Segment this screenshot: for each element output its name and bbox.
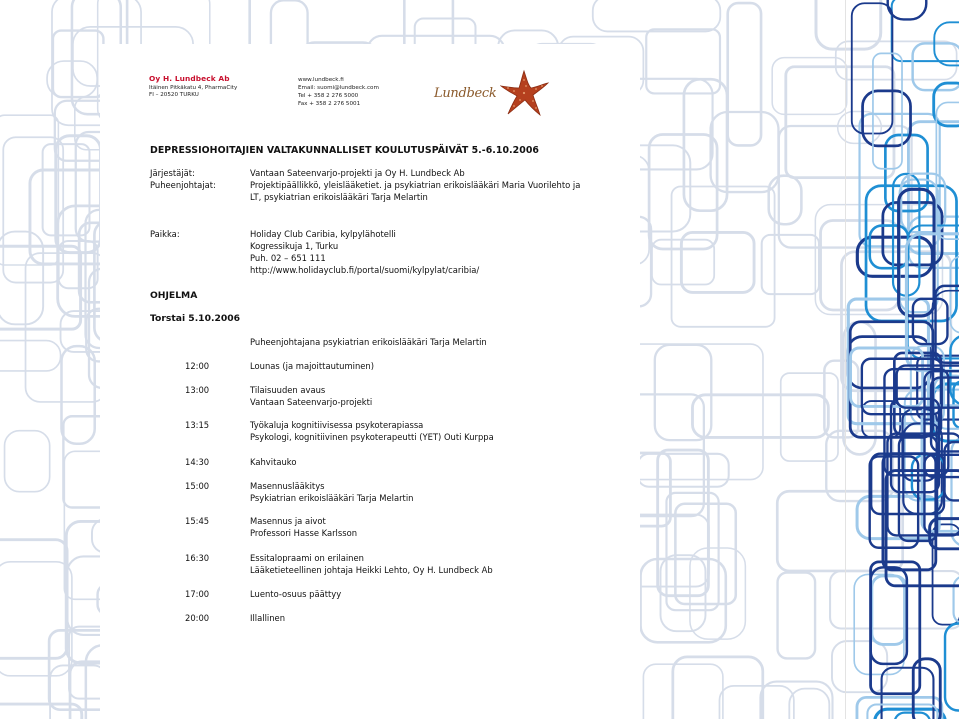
contact-website: www.lundbeck.fi <box>298 77 344 83</box>
chair-line: Puheenjohtajana psykiatrian erikoislääkäri Tarja Melartin <box>250 337 487 347</box>
starfish-icon <box>500 68 550 118</box>
day-heading: Torstai 5.10.2006 <box>150 313 241 324</box>
schedule-time: 12:00 <box>185 361 210 371</box>
slide-edge-divider <box>845 0 846 719</box>
schedule-item: Lounas (ja majoittautuminen) <box>250 361 374 371</box>
contact-phone: Tel + 358 2 276 5000 <box>298 93 359 99</box>
schedule-time: 14:30 <box>185 457 210 467</box>
field-value-chairs: LT, psykiatrian erikoislääkäri Tarja Melartin <box>250 192 428 202</box>
schedule-item-detail: Professori Hasse Karlsson <box>250 528 358 538</box>
field-label-organizers: Järjestäjät: <box>150 168 195 178</box>
schedule-item: Masennus ja aivot <box>250 516 326 526</box>
field-value-chairs: Projektipäällikkö, yleislääketiet. ja psykiatrian erikoislääkäri Maria Vuorilehto ja <box>250 180 581 190</box>
schedule-item: Tilaisuuden avaus <box>250 385 326 395</box>
company-name: Oy H. Lundbeck Ab <box>149 74 230 83</box>
contact-email: Email: suomi@lundbeck.com <box>298 85 379 91</box>
schedule-time: 16:30 <box>185 553 210 563</box>
schedule-item: Kahvitauko <box>250 457 297 467</box>
document-title: DEPRESSIOHOITAJIEN VALTAKUNNALLISET KOULUTUSPÄIVÄT 5.-6.10.2006 <box>150 145 539 156</box>
logo-wordmark: Lundbeck <box>434 86 497 101</box>
schedule-item: Masennuslääkitys <box>250 481 325 491</box>
schedule-time: 13:00 <box>185 385 210 395</box>
schedule-item-detail: Vantaan Sateenvarjo-projekti <box>250 397 373 407</box>
field-value-venue: Puh. 02 – 651 111 <box>250 253 326 263</box>
company-address-line: Itäinen Pitkäkatu 4, PharmaCity <box>149 85 238 91</box>
schedule-time: 15:00 <box>185 481 210 491</box>
schedule-item-detail: Lääketieteellinen johtaja Heikki Lehto, Oy H. Lundbeck Ab <box>250 565 493 575</box>
field-label-venue: Paikka: <box>150 229 180 239</box>
schedule-time: 20:00 <box>185 613 210 623</box>
program-heading: OHJELMA <box>150 290 198 301</box>
schedule-item-detail: Psykiatrian erikoislääkäri Tarja Melartin <box>250 493 414 503</box>
company-address-line: FI – 20520 TURKU <box>149 92 199 98</box>
schedule-item: Työkaluja kognitiivisessa psykoterapiassa <box>250 420 424 430</box>
field-value-venue: Kogressikuja 1, Turku <box>250 241 339 251</box>
contact-fax: Fax + 358 2 276 5001 <box>298 101 361 107</box>
lundbeck-logo <box>432 68 552 120</box>
field-label-chairs: Puheenjohtajat: <box>150 180 216 190</box>
schedule-time: 13:15 <box>185 420 210 430</box>
schedule-item-detail: Psykologi, kognitiivinen psykoterapeutti (YET) Outi Kurppa <box>250 432 494 442</box>
schedule-item: Illallinen <box>250 613 286 623</box>
schedule-time: 17:00 <box>185 589 210 599</box>
venue-url: http://www.holidayclub.fi/portal/suomi/kylpylat/caribia/ <box>250 265 480 275</box>
schedule-item: Essitalopraami on erilainen <box>250 553 364 563</box>
schedule-time: 15:45 <box>185 516 210 526</box>
field-value-organizers: Vantaan Sateenvarjo-projekti ja Oy H. Lundbeck Ab <box>250 168 465 178</box>
field-value-venue: Holiday Club Caribia, kylpylähotelli <box>250 229 396 239</box>
schedule-item: Luento-osuus päättyy <box>250 589 342 599</box>
